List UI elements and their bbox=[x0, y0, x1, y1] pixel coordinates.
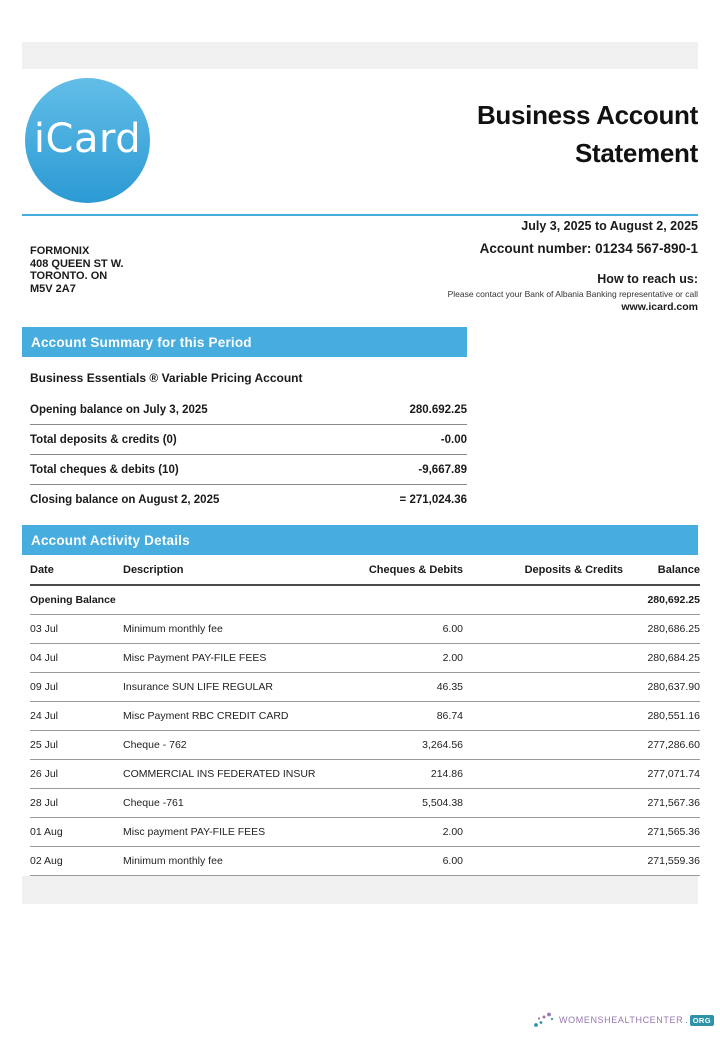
top-gray-band bbox=[22, 42, 698, 69]
cell-description: Misc Payment PAY-FILE FEES bbox=[123, 652, 267, 664]
summary-row-value: 280.692.25 bbox=[409, 403, 467, 416]
activity-row bbox=[30, 847, 700, 876]
document-title bbox=[477, 96, 698, 172]
activity-row bbox=[30, 789, 700, 818]
summary-row-value: -9,667.89 bbox=[418, 463, 467, 476]
cell-debit: 86.74 bbox=[436, 710, 463, 722]
cell-date: 28 Jul bbox=[30, 797, 59, 809]
account-info-row bbox=[22, 241, 698, 313]
address-line: 408 QUEEN ST W. bbox=[30, 257, 124, 270]
icard-logo bbox=[25, 78, 150, 203]
address-line: FORMONIX bbox=[30, 245, 90, 257]
reach-us-title: How to reach us: bbox=[597, 272, 698, 286]
cell-balance: 271,567.36 bbox=[647, 797, 700, 809]
watermark bbox=[533, 1010, 714, 1030]
cell-balance: 277,286.60 bbox=[647, 739, 700, 751]
address-line: TORONTO. ON bbox=[30, 270, 108, 282]
activity-column-header: Balance bbox=[657, 563, 700, 576]
website-link: www.icard.com bbox=[621, 301, 698, 313]
watermark-dots-icon bbox=[533, 1010, 555, 1030]
watermark-org-badge: ORG bbox=[690, 1015, 714, 1026]
summary-section-header bbox=[22, 327, 467, 357]
opening-balance-label: Opening Balance bbox=[30, 594, 116, 606]
cell-debit: 3,264.56 bbox=[422, 739, 463, 751]
activity-row bbox=[30, 702, 700, 731]
cell-balance: 280,551.16 bbox=[647, 710, 700, 722]
contact-block bbox=[448, 241, 698, 313]
summary-row bbox=[30, 455, 467, 485]
cell-date: 01 Aug bbox=[30, 826, 63, 838]
document-title-line1: Business Account bbox=[476, 100, 698, 130]
cell-balance: 271,559.36 bbox=[647, 855, 700, 867]
customer-address bbox=[30, 241, 124, 313]
account-type: Business Essentials ® Variable Pricing Account bbox=[30, 371, 303, 385]
cell-description: Cheque -761 bbox=[123, 797, 184, 809]
summary-row-label: Total cheques & debits (10) bbox=[30, 463, 179, 476]
cell-debit: 5,504.38 bbox=[422, 797, 463, 809]
cell-description: Misc payment PAY-FILE FEES bbox=[123, 826, 266, 838]
activity-row bbox=[30, 818, 700, 847]
cell-date: 24 Jul bbox=[30, 710, 59, 722]
cell-date: 25 Jul bbox=[30, 739, 59, 751]
activity-section-title: Account Activity Details bbox=[31, 532, 190, 548]
cell-date: 09 Jul bbox=[30, 681, 59, 693]
activity-opening-row bbox=[30, 586, 700, 615]
activity-row bbox=[30, 673, 700, 702]
summary-row-value: -0.00 bbox=[440, 433, 467, 446]
summary-table bbox=[30, 395, 467, 515]
watermark-text: WOMENSHEALTHCENTER bbox=[559, 1015, 684, 1025]
cell-debit: 214.86 bbox=[430, 768, 463, 780]
cell-balance: 280,684.25 bbox=[647, 652, 700, 664]
summary-row-value: = 271,024.36 bbox=[399, 494, 467, 506]
activity-header-row bbox=[30, 555, 700, 586]
document-title-line2: Statement bbox=[575, 138, 698, 168]
cell-balance: 280,692.25 bbox=[647, 594, 700, 606]
cell-debit: 6.00 bbox=[442, 855, 463, 867]
activity-row bbox=[30, 731, 700, 760]
cell-balance: 271,565.36 bbox=[647, 826, 700, 838]
cell-description: COMMERCIAL INS FEDERATED INSUR bbox=[123, 768, 316, 780]
activity-column-header: Description bbox=[123, 563, 184, 576]
summary-row bbox=[30, 485, 467, 515]
summary-row bbox=[30, 395, 467, 425]
cell-date: 02 Aug bbox=[30, 855, 63, 867]
brand-row bbox=[22, 69, 698, 214]
summary-row-label: Closing balance on August 2, 2025 bbox=[30, 494, 220, 506]
activity-row bbox=[30, 760, 700, 789]
summary-row-label: Total deposits & credits (0) bbox=[30, 433, 177, 446]
account-number: Account number: 01234 567-890-1 bbox=[479, 241, 698, 256]
cell-date: 03 Jul bbox=[30, 623, 59, 635]
cell-date: 26 Jul bbox=[30, 768, 59, 780]
activity-row bbox=[30, 644, 700, 673]
statement-page bbox=[0, 42, 720, 1042]
cell-balance: 280,686.25 bbox=[647, 623, 700, 635]
reach-us-text: Please contact your Bank of Albania Banking representative or call bbox=[447, 289, 698, 299]
summary-row-label: Opening balance on July 3, 2025 bbox=[30, 403, 208, 416]
cell-description: Insurance SUN LIFE REGULAR bbox=[123, 681, 273, 693]
activity-section-header bbox=[22, 525, 698, 555]
cell-balance: 277,071.74 bbox=[647, 768, 700, 780]
activity-column-header: Deposits & Credits bbox=[524, 563, 623, 576]
bottom-gray-band bbox=[22, 876, 698, 904]
summary-row bbox=[30, 425, 467, 455]
activity-column-header: Date bbox=[30, 563, 54, 576]
cell-debit: 2.00 bbox=[442, 652, 463, 664]
cell-balance: 280,637.90 bbox=[647, 681, 700, 693]
activity-row bbox=[30, 615, 700, 644]
cell-description: Minimum monthly fee bbox=[123, 623, 223, 635]
watermark-separator: . bbox=[685, 1015, 688, 1025]
cell-debit: 46.35 bbox=[436, 681, 463, 693]
cell-date: 04 Jul bbox=[30, 652, 59, 664]
cell-description: Minimum monthly fee bbox=[123, 855, 223, 867]
icard-logo-text: iCard bbox=[33, 115, 142, 162]
summary-section-title: Account Summary for this Period bbox=[31, 334, 252, 350]
activity-column-header: Cheques & Debits bbox=[368, 563, 463, 576]
statement-period: July 3, 2025 to August 2, 2025 bbox=[521, 219, 698, 233]
cell-description: Cheque - 762 bbox=[123, 739, 187, 751]
cell-debit: 2.00 bbox=[442, 826, 463, 838]
header-divider bbox=[22, 214, 698, 216]
cell-description: Misc Payment RBC CREDIT CARD bbox=[123, 710, 289, 722]
cell-debit: 6.00 bbox=[442, 623, 463, 635]
activity-table bbox=[30, 555, 700, 876]
address-line: M5V 2A7 bbox=[30, 282, 76, 295]
